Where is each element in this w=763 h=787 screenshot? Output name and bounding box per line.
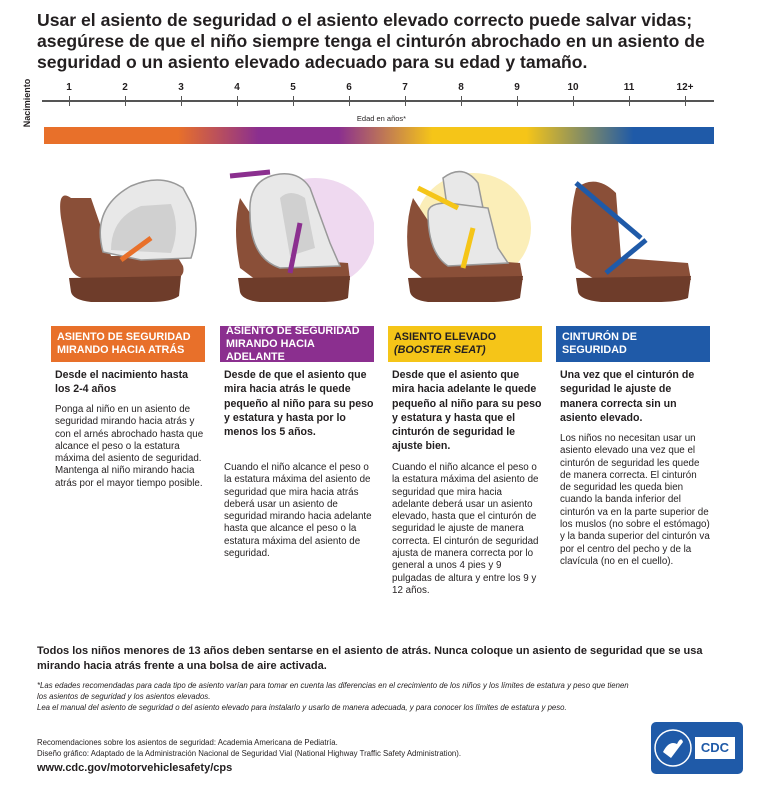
website-link[interactable]: www.cdc.gov/motorvehiclesafety/cps	[37, 762, 233, 774]
stage-lead: Desde el nacimiento hasta los 2-4 años	[55, 369, 189, 396]
stage-header-line1: CINTURÓN DE SEGURIDAD	[562, 331, 637, 356]
axis-unit-label: Edad en años*	[356, 114, 407, 123]
axis-start-label: Nacimiento	[22, 78, 32, 128]
rear-facing-seat-illustration	[51, 168, 205, 313]
axis-tick	[181, 96, 182, 106]
axis-tick	[405, 96, 406, 106]
axis-tick-label: 10	[567, 82, 579, 93]
axis-tick-label: 3	[178, 82, 184, 93]
stage-lead: Una vez que el cinturón de seguridad le ajuste de manera correcta sin un asiento elevado.	[560, 369, 695, 424]
axis-tick-label: 12+	[676, 82, 694, 93]
booster-seat-illustration	[388, 168, 542, 313]
stage-header	[556, 326, 710, 362]
page-title: Usar el asiento de seguridad o el asiento elevado correcto puede salvar vidas; asegúrese de que el niño siempre tenga el cinturón abrochado en un asiento de seguridad o un asiento elevado adecuado para su edad y tamaño.	[37, 10, 705, 72]
cdc-logo	[651, 722, 743, 774]
stage-lead: Desde que el asiento que mira hacia adelante le quede pequeño al niño para su peso y estatura y hasta que el cinturón de seguridad le ajuste bien.	[392, 369, 542, 453]
credit-recommendations: Recomendaciones sobre los asientos de seguridad: Academia Americana de Pediatría.	[37, 738, 338, 747]
axis-tick	[237, 96, 238, 106]
forward-facing-seat-illustration	[220, 168, 374, 313]
seat-belt-illustration	[556, 168, 710, 313]
axis-tick-label: 2	[122, 82, 128, 93]
credit-design: Diseño gráfico: Adaptado de la Administración Nacional de Seguridad Vial (National Highway Traffic Safety Administration).	[37, 749, 462, 758]
age-axis	[42, 82, 714, 102]
stage-header-line2: (BOOSTER SEAT)	[394, 344, 486, 356]
fine-print	[37, 680, 637, 713]
axis-tick	[69, 96, 70, 106]
axis-tick-label: 6	[346, 82, 352, 93]
axis-tick	[293, 96, 294, 106]
cdc-logo-text: CDC	[700, 740, 730, 755]
stage-header-line1: ASIENTO ELEVADO	[394, 331, 497, 343]
axis-tick-label: 1	[66, 82, 72, 93]
axis-tick-label: 5	[290, 82, 296, 93]
fine-print-ages: *Las edades recomendadas para cada tipo de asiento varían para tomar en cuenta las diferencias en el crecimiento de los niños y los límites de estatura y peso que tienen los asientos de seguridad y los asientos elevados.	[37, 681, 629, 701]
axis-tick-label: 9	[514, 82, 520, 93]
stage-header-line1: ASIENTO DE SEGURIDAD	[226, 324, 360, 337]
axis-tick-label: 11	[623, 82, 635, 93]
age-gradient-bar	[44, 127, 714, 144]
axis-tick	[629, 96, 630, 106]
stage-body: Cuando el niño alcance el peso o la estatura máxima del asiento de seguridad que mira hacia atrás deberá usar un asiento de seguridad mirando hacia adelante hasta que alcance el peso o la estatura máxima del asiento de seguridad.	[224, 462, 372, 560]
axis-tick-label: 7	[402, 82, 408, 93]
stage-header	[220, 326, 374, 362]
back-seat-note: Todos los niños menores de 13 años deben sentarse en el asiento de atrás. Nunca coloque un asiento de seguridad que se usa mirando hacia atrás frente a una bolsa de aire activada.	[37, 645, 703, 672]
stage-body: Cuando el niño alcance el peso o la estatura máxima del asiento de seguridad que mira hacia adelante deberá usar un asiento elevado, hasta que el cinturón de seguridad le ajuste de manera correcta. El cinturón de seguridad ajusta de manera correcta por lo general a unos 4 pies y 9 pulgadas de altura y entre los 9 y 12 años.	[392, 462, 539, 596]
stage-header-line1: ASIENTO DE SEGURIDAD	[57, 331, 191, 343]
axis-tick	[349, 96, 350, 106]
axis-tick	[461, 96, 462, 106]
axis-tick	[125, 96, 126, 106]
stage-header	[388, 326, 542, 362]
stage-header	[51, 326, 205, 362]
stage-body: Los niños no necesitan usar un asiento elevado una vez que el cinturón de seguridad les quede de manera correcta. El cinturón de seguridad les queda bien cuando la banda inferior del cinturón va en la parte superior de los muslos (no sobre el estómago) y la banda superior del cinturón va por el centro del pecho y de la clavícula (no en el cuello).	[560, 433, 710, 567]
axis-tick-label: 4	[234, 82, 240, 93]
stage-body: Ponga al niño en un asiento de seguridad mirando hacia atrás y con el arnés abrochado hasta que alcance el peso o la estatura máxima del asiento de seguridad. Mantenga al niño mirando hacia atrás por el mayor tiempo posible.	[55, 404, 204, 489]
stage-header-line2: MIRANDO HACIA ADELANTE	[226, 337, 315, 363]
stage-header-line2: MIRANDO HACIA ATRÁS	[57, 344, 185, 356]
stage-lead: Desde de que el asiento que mira hacia atrás le quede pequeño al niño para su peso y estatura y hasta por lo menos los 5 años.	[224, 369, 374, 439]
axis-tick	[517, 96, 518, 106]
axis-tick-label: 8	[458, 82, 464, 93]
fine-print-manual: Lea el manual del asiento de seguridad o del asiento elevado para instalarlo y usarlo de manera adecuada, y para conocer los límites de estatura y peso.	[37, 703, 567, 712]
axis-tick	[573, 96, 574, 106]
axis-tick	[685, 96, 686, 106]
